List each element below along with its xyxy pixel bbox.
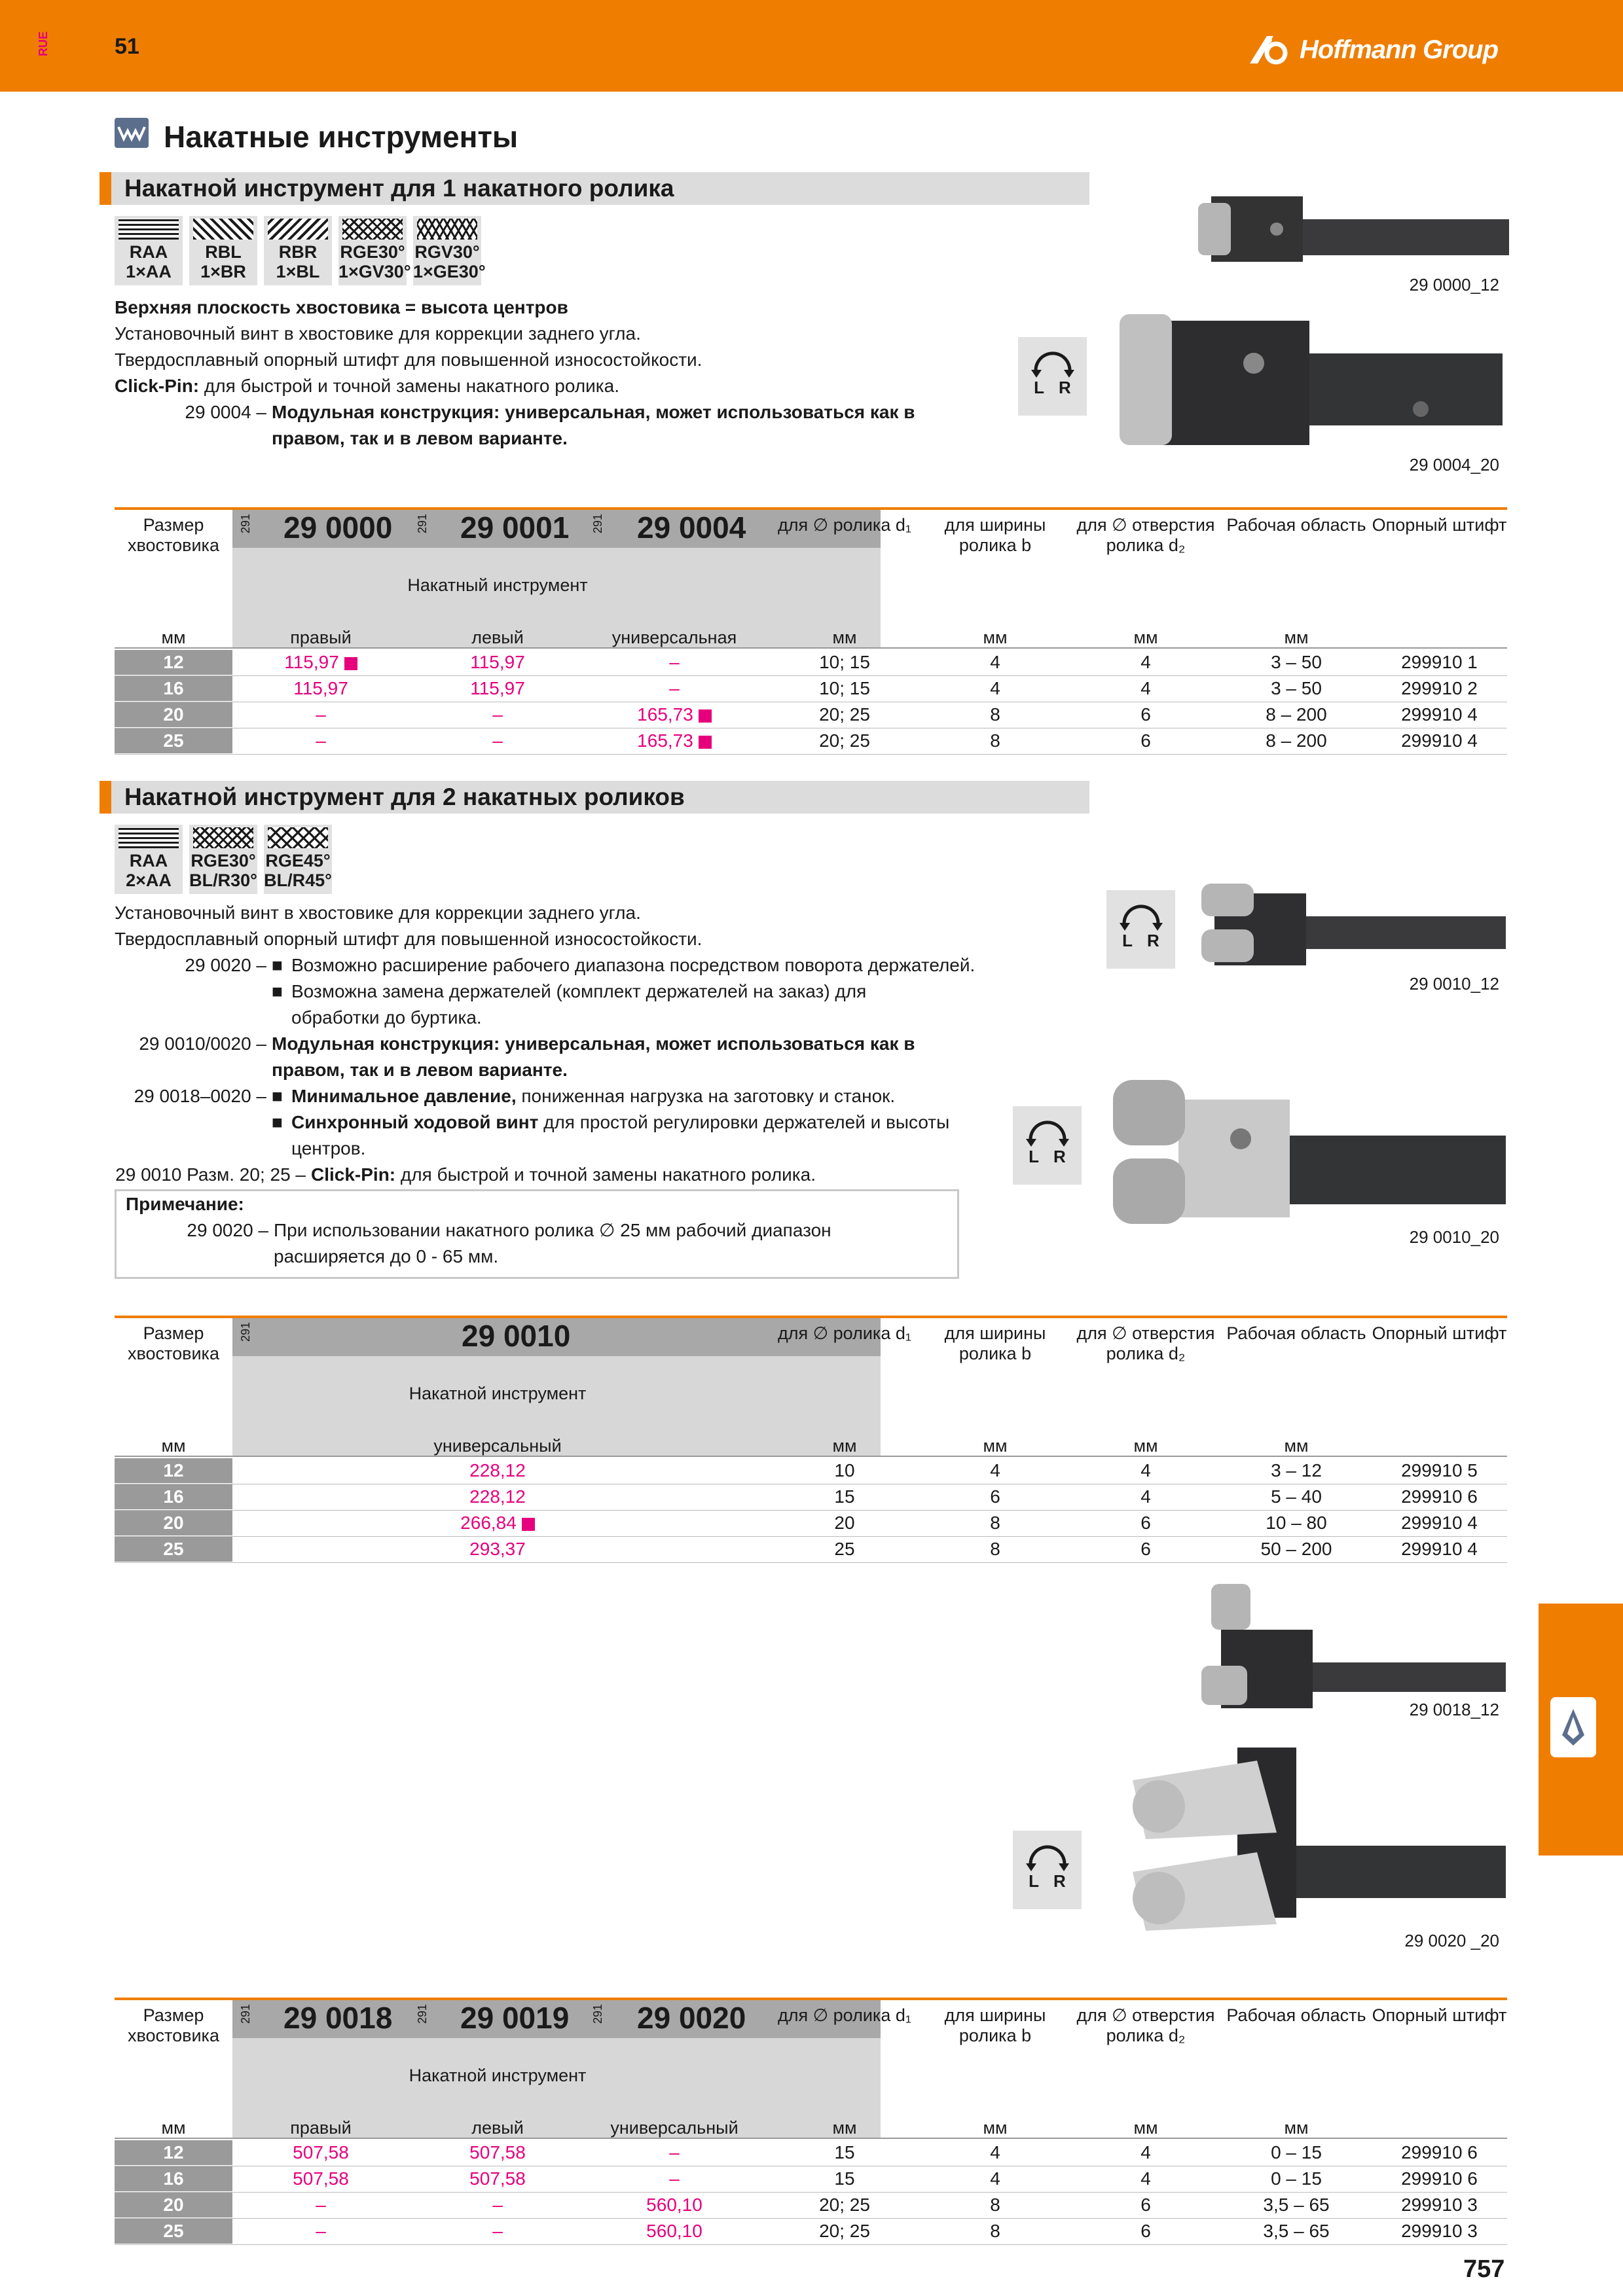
section-number: 51 <box>115 34 139 59</box>
table1: Размер хвостовика 291 29 0000 291 29 0001 291 29 0004 Накатный инструмент для ∅ ролика d₁ для ширины ролика b для ∅ отверстия ролика d₂ Рабочая область Опорный штифт мм правый левый универсальная мм мм мм мм 12 115,97 115,97 – 10; 15 4 4 3 – 50 299910 1 16 115,97 115,97 – 10; 15 4 4 3 – 50 299910 2 20 – – 165,73 20; 25 8 6 8 – 200 299910 4 25 – – 165,73 20; 25 8 6 8 – 200 299910 4 <box>115 507 1507 753</box>
article-290019[interactable]: 29 0019 <box>460 2001 570 2035</box>
page-number: 757 <box>1463 2255 1505 2283</box>
table-row[interactable]: 16 507,58 507,58 – 15 4 4 0 – 15 299910 6 <box>115 2166 1507 2193</box>
table2: Размер хвостовика 291 29 0010 Накатной инструмент для ∅ ролика d₁ для ширины ролика b для ∅ отверстия ролика d₂ Рабочая область Опорный штифт мм универсальный мм мм мм мм 12 228,12 10 4 4 3 – 12 299910 5 16 228,12 15 6 4 5 – 40 299910 6 20 266,84 20 8 6 10 – 80 299910 4 25 293,37 25 8 6 50 – 200 299910 4 <box>115 1316 1507 1561</box>
tool-image-290018-12 <box>1201 1584 1509 1712</box>
image6-caption: 29 0020 _20 <box>1404 1931 1499 1950</box>
article-290004[interactable]: 29 0004 <box>637 511 746 545</box>
pattern-rge30: RGE30° 1×GV30° <box>338 216 407 285</box>
pattern-rge45: RGE45° BL/R45° <box>264 825 332 894</box>
table-row[interactable]: 12 507,58 507,58 – 15 4 4 0 – 15 299910 6 <box>115 2140 1507 2166</box>
tool-image-290004 <box>1120 301 1506 452</box>
table-row[interactable]: 12 228,12 10 4 4 3 – 12 299910 5 <box>115 1458 1507 1484</box>
rotation-icon <box>1030 346 1076 379</box>
image2-caption: 29 0004_20 <box>1409 455 1499 475</box>
tool-image-290010-12 <box>1201 880 1509 972</box>
table-row[interactable]: 12 115,97 115,97 – 10; 15 4 4 3 – 50 299910 1 <box>115 650 1507 676</box>
article-290010[interactable]: 29 0010 <box>462 1319 571 1353</box>
table-row[interactable]: 20 – – 560,10 20; 25 8 6 3,5 – 65 299910 3 <box>115 2193 1507 2219</box>
page-title: Накатные инструменты <box>164 120 519 154</box>
section2-title: Накатной инструмент для 2 накатных роликов <box>124 783 685 810</box>
section1-patterns <box>115 216 486 285</box>
article-290001[interactable]: 29 0001 <box>460 511 570 545</box>
table-row[interactable]: 25 293,37 25 8 6 50 – 200 299910 4 <box>115 1537 1507 1563</box>
pattern-rbr: RBR 1×BL <box>264 216 332 285</box>
section2-header <box>100 781 1089 814</box>
article-290020[interactable]: 29 0020 <box>637 2001 746 2035</box>
hoffmann-logo-icon <box>1247 33 1293 66</box>
section1-title: Накатной инструмент для 1 накатного ролика <box>124 175 674 202</box>
table-row[interactable]: 16 228,12 15 6 4 5 – 40 299910 6 <box>115 1484 1507 1511</box>
table-row[interactable]: 20 266,84 20 8 6 10 – 80 299910 4 <box>115 1511 1507 1537</box>
table1-rows <box>115 650 1507 755</box>
pattern-rgv30: RGV30° 1×GE30° <box>413 216 481 285</box>
pattern-raa: RAA 1×AA <box>115 216 183 285</box>
category-icon <box>115 118 149 148</box>
note-box: Примечание: 29 0020 – При использовании накатного ролика ∅ 25 мм рабочий диапазон расширяется до 0 - 65 мм. <box>115 1189 959 1279</box>
lr-badge-4: LR <box>1013 1831 1082 1909</box>
chapter-tab-box <box>1550 1697 1596 1757</box>
table-row[interactable]: 16 115,97 115,97 – 10; 15 4 4 3 – 50 299910 2 <box>115 676 1507 702</box>
pattern-rbl: RBL 1×BR <box>189 216 257 285</box>
section1-description: Верхняя плоскость хвостовика = высота центров Установочный винт в хвостовике для коррекции заднего угла. Твердосплавный опорный штифт для повышенной износостойкости. Click-Pin: для быстрой и точной замены накатного ролика. 29 0004 – Модульная конструкция: универсальная, может использоваться как в правом, так и в левом варианте. <box>115 297 915 448</box>
table-row[interactable]: 25 – – 165,73 20; 25 8 6 8 – 200 299910 4 <box>115 728 1507 755</box>
col-size-header: Размер хвостовика <box>128 515 219 555</box>
pattern-rge30-2: RGE30° BL/R30° <box>189 825 257 894</box>
article-290018[interactable]: 29 0018 <box>283 2001 393 2035</box>
tool-image-290000 <box>1198 187 1512 272</box>
brand-logo <box>1247 31 1498 68</box>
section1-header <box>100 172 1089 205</box>
image4-caption: 29 0010_20 <box>1409 1227 1499 1247</box>
article-290000[interactable]: 29 0000 <box>283 511 393 545</box>
lr-badge-2: LR <box>1106 890 1175 969</box>
brand-name: Hoffmann Group <box>1300 35 1499 64</box>
lr-badge-1: LR <box>1018 337 1087 416</box>
language-code: RUE <box>37 31 50 57</box>
table2-rows <box>115 1458 1507 1563</box>
table-row[interactable]: 25 – – 560,10 20; 25 8 6 3,5 – 65 299910 3 <box>115 2219 1507 2245</box>
pattern-raa-2: RAA 2×AA <box>115 825 183 894</box>
section2-patterns <box>115 825 332 894</box>
tool-image-290010-20 <box>1113 1080 1509 1230</box>
table3: Размер хвостовика 291 29 0018 291 29 0019 291 29 0020 Накатной инструмент для ∅ ролика d₁ для ширины ролика b для ∅ отверстия ролика d₂ Рабочая область Опорный штифт мм правый левый универсальный мм мм мм мм 12 507,58 507,58 – 15 4 4 0 – 15 299910 6 16 507,58 507,58 – 15 4 4 0 – 15 299910 6 20 – – 560,10 20; 25 8 6 3,5 – 65 299910 3 25 – – 560,10 20; 25 8 6 3,5 – 65 299910 3 <box>115 1998 1507 2243</box>
table3-rows <box>115 2140 1507 2245</box>
lr-badge-3: LR <box>1013 1106 1082 1185</box>
tool-image-290020-20 <box>1120 1741 1509 1937</box>
image3-caption: 29 0010_12 <box>1409 974 1499 994</box>
image5-caption: 29 0018_12 <box>1409 1700 1499 1719</box>
turning-tool-icon <box>1550 1697 1596 1757</box>
image1-caption: 29 0000_12 <box>1409 275 1499 295</box>
section2-description: Установочный винт в хвостовике для коррекции заднего угла. Твердосплавный опорный штифт для повышенной износостойкости. 29 0020 – ■ Возможно расширение рабочего диапазона посредством поворота держателей. ■ Возможна замена держателей (комплект держателей на заказ) для обработки до буртика. 29 0010/0020 – Модульная конструкция: универсальная, может использоваться как в правом, так и в левом варианте. 29 0018–0020 – ■ Минимальное давление, пониженная нагрузка на заготовку и станок. ■ Синхронный ходовой винт для простой регулировки держателей и высоты центров. 29 0010 Разм. 20; 25 – Click-Pin: для быстрой и точной замены накатного ролика. <box>115 903 976 1185</box>
table-row[interactable]: 20 – – 165,73 20; 25 8 6 8 – 200 299910 4 <box>115 702 1507 728</box>
